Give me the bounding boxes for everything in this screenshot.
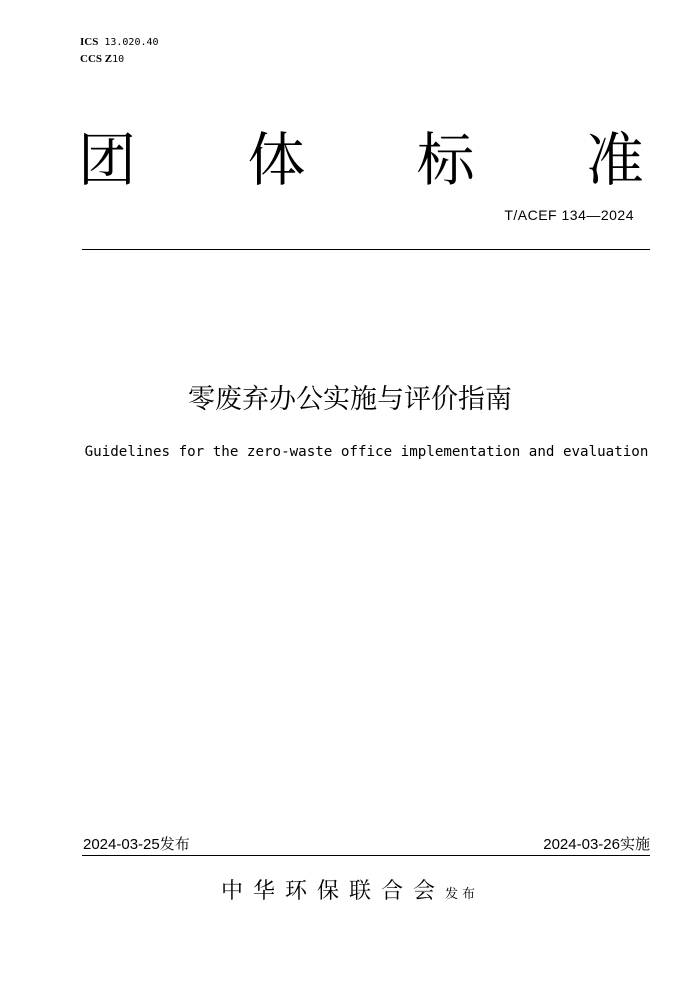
publish-date-line [83,836,190,854]
ics-line [80,35,159,50]
standard-type-char: 标 [416,126,475,194]
document-title-cn: 零废弃办公实施与评价指南 [188,384,512,415]
header-divider [82,249,650,250]
standard-type-char: 团 [78,126,137,194]
ccs-label: CCS [80,53,103,65]
ccs-line [80,52,124,67]
ccs-number: 10 [112,54,125,65]
standard-number: T/ACEF 134—2024 [504,207,634,223]
ccs-letter: Z [104,53,113,65]
standard-type-heading [78,128,644,192]
implement-label: 实施 [619,836,650,853]
standard-type-char: 体 [247,126,306,194]
ics-label: ICS [80,36,99,48]
footer-divider [82,855,650,856]
publish-date: 2024-03-25 [83,836,160,853]
ics-value: 13.020.40 [104,37,159,48]
document-title-en: Guidelines for the zero-waste office implementation and evaluation [84,444,649,460]
implement-date-line [543,836,650,854]
publisher-name: 中华环保联合会 [220,879,445,904]
publish-label: 发布 [159,836,190,853]
publisher-line [0,874,700,905]
implement-date: 2024-03-26 [543,836,620,853]
standard-type-char: 准 [585,126,644,194]
publisher-suffix: 发布 [445,887,480,902]
